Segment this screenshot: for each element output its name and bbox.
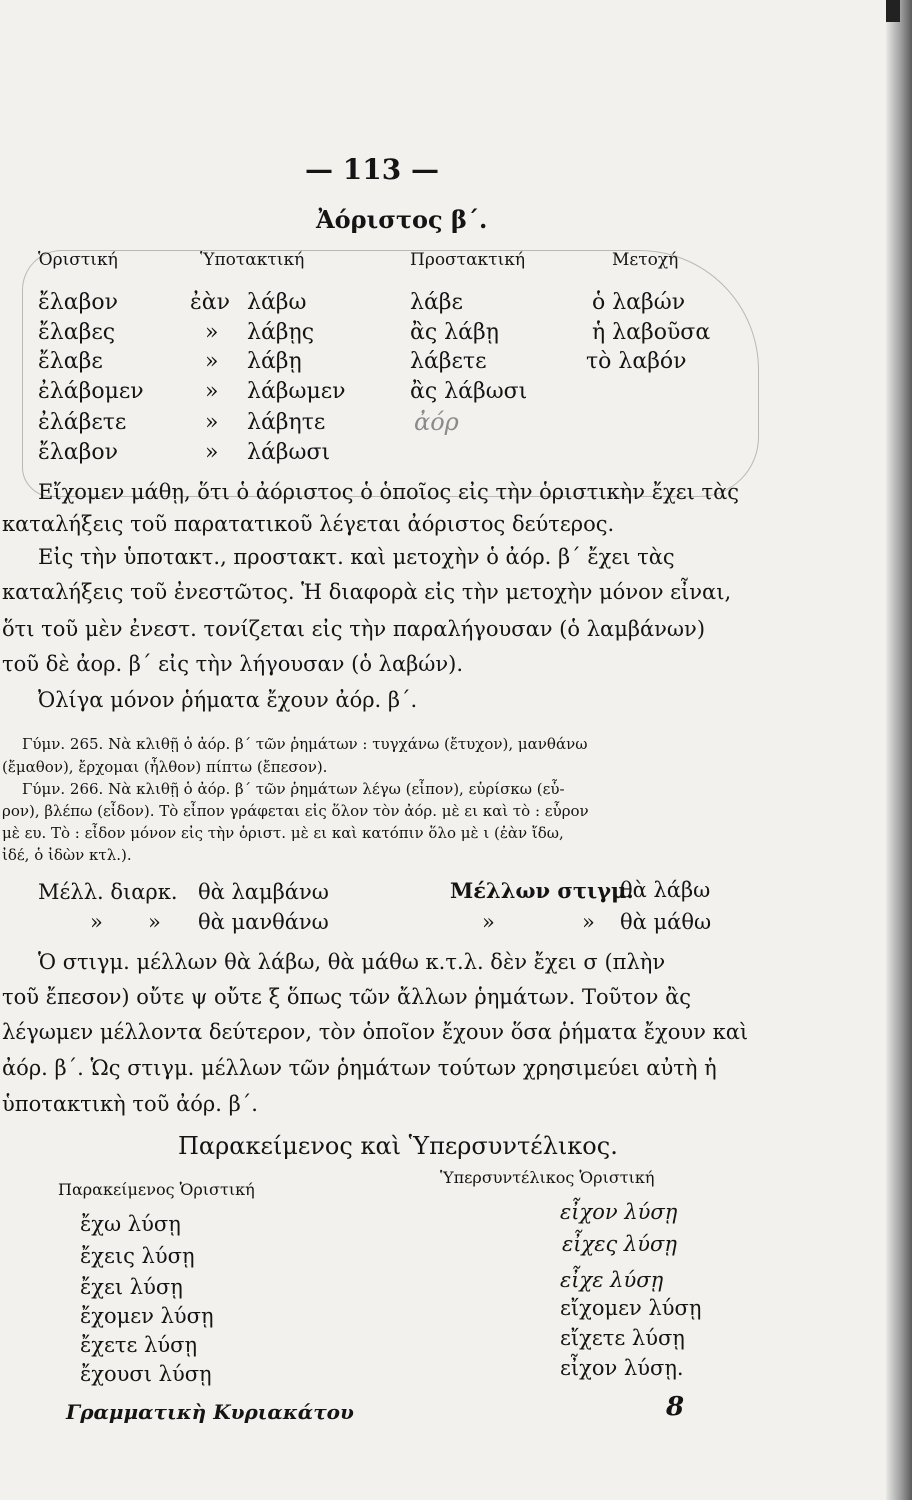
form-oristiki-5: ἐλάβετε [38, 410, 127, 435]
pluperfect-form-5: εἴχετε λύσῃ [560, 1326, 685, 1350]
pluperfect-form-4: εἴχομεν λύσῃ [560, 1296, 702, 1320]
perfect-column-header: Παρακείμενος Ὁριστική [58, 1180, 255, 1199]
column-header-oristiki: Ὁριστική [38, 250, 118, 270]
pencil-annotation: ἀόρ [414, 408, 459, 436]
footer-signature-mark: 8 [666, 1392, 685, 1422]
future-durative-form-2: θὰ μανθάνω [198, 910, 329, 934]
form-oristiki-4: ἐλάβομεν [38, 379, 144, 404]
footer-book-title: Γραμματικὴ Κυριακάτου [66, 1400, 354, 1424]
ditto-mark-2: » [148, 910, 161, 934]
ditto-mark-3: » [482, 910, 495, 934]
pluperfect-column-header: Ὑπερσυντέλικος Ὁριστική [440, 1168, 655, 1187]
form-metochi-1: ὁ λαβών [592, 290, 686, 315]
form-ypotaktiki-1: λάβω [247, 290, 307, 315]
future-punctual-form-1: θὰ λάβω [620, 878, 711, 902]
pluperfect-form-1: εἶχον λύσῃ [560, 1200, 678, 1224]
paragraph-line-5: ὅτι τοῦ μὲν ἐνεστ. τονίζεται εἰς τὴν παραλήγουσαν (ὁ λαμβάνων) [2, 617, 706, 641]
page-corner-shadow [886, 0, 900, 22]
exercise-266-line-3: μὲ ευ. Τὸ : εἶδον μόνον εἰς τὴν ὁριστ. μὲ ει καὶ κατόπιν ὅλο μὲ ι (ἐὰν ἴδω, [2, 824, 564, 842]
form-metochi-2: ἡ λαβοῦσα [592, 320, 711, 345]
form-ypotaktiki-prefix-6: » [205, 440, 219, 465]
form-prostaktiki-1: λάβε [410, 290, 463, 315]
ditto-mark-1: » [90, 910, 103, 934]
form-ypotaktiki-2: λάβῃς [247, 320, 315, 345]
future-durative-form-1: θὰ λαμβάνω [198, 880, 329, 904]
column-header-ypotaktiki: Ὑποτακτική [200, 250, 305, 270]
ditto-mark-4: » [582, 910, 595, 934]
form-ypotaktiki-5: λάβητε [247, 410, 326, 435]
form-ypotaktiki-3: λάβῃ [247, 349, 302, 374]
paragraph-line-4: καταλήξεις τοῦ ἐνεστῶτος. Ἡ διαφορὰ εἰς τὴν μετοχὴν μόνον εἶναι, [2, 580, 732, 604]
paragraph-line-7: Ὀλίγα μόνον ῥήματα ἔχουν ἀόρ. β΄. [38, 688, 418, 712]
form-oristiki-3: ἔλαβε [38, 349, 103, 374]
form-oristiki-6: ἔλαβον [38, 440, 118, 465]
perfect-form-6: ἔχουσι λύσῃ [80, 1362, 212, 1386]
section-title: Ἀόριστος β΄. [316, 205, 488, 234]
form-prostaktiki-3: λάβετε [410, 349, 487, 374]
pluperfect-form-3: εἶχε λύσῃ [560, 1268, 664, 1292]
exercise-266-line-4: ἰδέ, ὁ ἰδὼν κτλ.). [2, 846, 132, 864]
form-oristiki-2: ἔλαβες [38, 320, 116, 345]
form-ypotaktiki-prefix-4: » [205, 379, 219, 404]
form-ypotaktiki-4: λάβωμεν [247, 379, 346, 404]
paragraph-line-1: Εἴχομεν μάθῃ, ὅτι ὁ ἀόριστος ὁ ὁποῖος εἰς τὴν ὁριστικὴν ἔχει τὰς [38, 480, 740, 504]
perfect-form-3: ἔχει λύσῃ [80, 1275, 183, 1299]
form-ypotaktiki-6: λάβωσι [247, 440, 331, 465]
form-ypotaktiki-prefix-1: ἐὰν [190, 290, 231, 315]
paragraph-line-6: τοῦ δὲ ἀορ. β΄ εἰς τὴν λήγουσαν (ὁ λαβών). [2, 652, 464, 676]
form-ypotaktiki-prefix-2: » [205, 320, 219, 345]
paragraph-line-3: Εἰς τὴν ὑποτακτ., προστακτ. καὶ μετοχὴν ὁ ἀόρ. β΄ ἔχει τὰς [38, 545, 675, 569]
paragraph2-line-3: λέγωμεν μέλλοντα δεύτερον, τὸν ὁποῖον ἔχουν ὅσα ῥήματα ἔχουν καὶ [2, 1020, 749, 1044]
perfect-form-1: ἔχω λύσῃ [80, 1212, 181, 1236]
perfect-form-4: ἔχομεν λύσῃ [80, 1304, 214, 1328]
form-prostaktiki-4: ἂς λάβωσι [410, 379, 528, 404]
paragraph2-line-5: ὑποτακτικὴ τοῦ ἀόρ. β΄. [2, 1092, 258, 1116]
form-metochi-3: τὸ λαβόν [586, 349, 687, 374]
exercise-265-line-1: Γύμν. 265. Νὰ κλιθῇ ὁ ἀόρ. β΄ τῶν ῥημάτων : τυγχάνω (ἔτυχον), μανθάνω [22, 735, 588, 753]
pluperfect-form-2: εἶχες λύσῃ [562, 1232, 677, 1256]
future-durative-label: Μέλλ. διαρκ. [38, 880, 178, 904]
column-header-prostaktiki: Προστακτική [410, 250, 526, 270]
page-edge-shadow [886, 0, 912, 1500]
pluperfect-form-6: εἶχον λύσῃ. [560, 1356, 684, 1380]
exercise-265-line-2: (ἔμαθον), ἔρχομαι (ἦλθον) πίπτω (ἔπεσον). [2, 758, 328, 776]
future-punctual-form-2: θὰ μάθω [620, 910, 712, 934]
form-oristiki-1: ἔλαβον [38, 290, 118, 315]
page-number: — 113 — [305, 153, 439, 186]
paragraph2-line-4: ἀόρ. β΄. Ὡς στιγμ. μέλλων τῶν ῥημάτων τούτων χρησιμεύει αὐτὴ ἡ [2, 1056, 717, 1080]
column-header-metochi: Μετοχή [612, 250, 679, 270]
form-ypotaktiki-prefix-3: » [205, 349, 219, 374]
paragraph2-line-2: τοῦ ἔπεσον) οὔτε ψ οὔτε ξ ὅπως τῶν ἄλλων ῥημάτων. Τοῦτον ἂς [2, 985, 692, 1009]
form-ypotaktiki-prefix-5: » [205, 410, 219, 435]
paragraph-line-2: καταλήξεις τοῦ παρατατικοῦ λέγεται ἀόριστος δεύτερος. [2, 512, 615, 536]
perfect-form-5: ἔχετε λύσῃ [80, 1333, 198, 1357]
exercise-266-line-2: ρον), βλέπω (εἶδον). Τὸ εἶπον γράφεται εἰς ὅλον τὸν ἀόρ. μὲ ει καὶ τὸ : εὗρον [2, 802, 589, 820]
perfect-form-2: ἔχεις λύσῃ [80, 1244, 195, 1268]
form-prostaktiki-2: ἂς λάβῃ [410, 320, 499, 345]
perfect-section-heading: Παρακείμενος καὶ Ὑπερσυντέλικος. [178, 1132, 618, 1160]
exercise-266-line-1: Γύμν. 266. Νὰ κλιθῇ ὁ ἀόρ. β΄ τῶν ῥημάτων λέγω (εἶπον), εὑρίσκω (εὗ- [22, 780, 565, 798]
future-punctual-label: Μέλλων στιγμ. [450, 878, 634, 903]
paragraph2-line-1: Ὁ στιγμ. μέλλων θὰ λάβω, θὰ μάθω κ.τ.λ. δὲν ἔχει σ (πλὴν [38, 950, 666, 974]
